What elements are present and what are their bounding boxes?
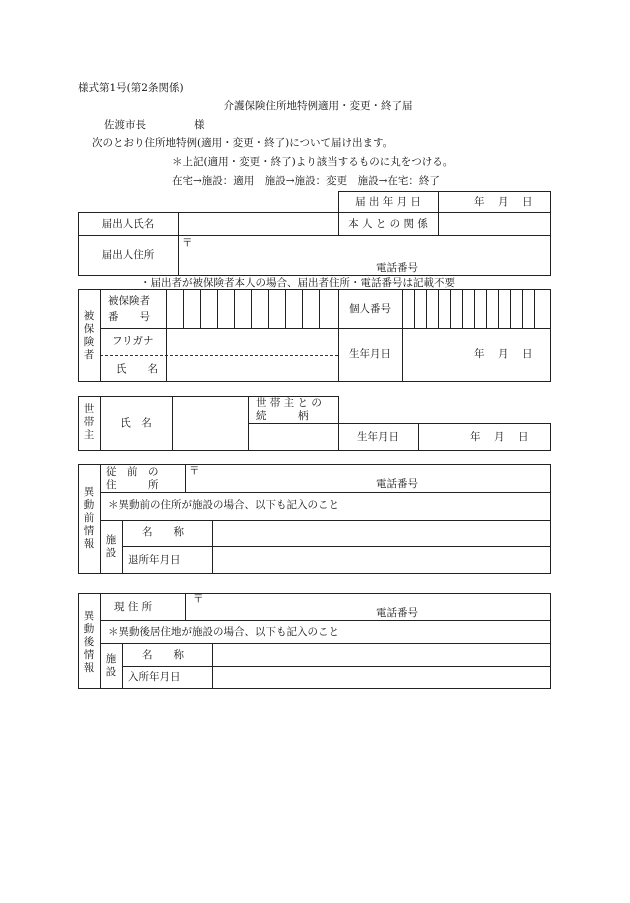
form-title: 介護保険住所地特例適用・変更・終了届 (223, 100, 413, 112)
before-facility-label: 施設 (105, 534, 117, 559)
current-address-field[interactable] (186, 594, 549, 619)
household-name-label: 氏 名 (120, 417, 152, 429)
instruction-text: ＊上記(適用・変更・終了)より該当するものに丸をつける。 (172, 156, 454, 168)
submitter-name-label: 届出人氏名 (101, 218, 155, 230)
submission-month-unit: 月 (498, 196, 509, 208)
household-relation-field[interactable] (249, 424, 337, 449)
household-birth-year-unit: 年 (470, 431, 481, 443)
insured-birth-day-unit: 日 (522, 348, 533, 360)
submission-year-unit: 年 (474, 196, 485, 208)
before-facility-name-label: 名 称 (142, 526, 184, 538)
legend-text: 在宅→施設：適用 施設→施設：変更 施設→在宅：終了 (172, 175, 440, 187)
household-section-label: 世帯主 (83, 403, 95, 441)
furigana-label: フリガナ (112, 335, 154, 347)
household-birth-day-unit: 日 (518, 431, 529, 443)
current-address-label: 現 住 所 (114, 601, 153, 613)
personal-number-label: 個人番号 (349, 303, 391, 315)
submitter-phone-label: 電話番号 (376, 262, 418, 274)
insured-name-label: 氏 名 (116, 363, 158, 375)
submitter-postal-mark: 〒 (182, 237, 193, 249)
insured-birth-year-unit: 年 (474, 348, 485, 360)
after-facility-name-label: 名 称 (142, 649, 184, 661)
household-relation-label-1: 世 帯 主 と の (256, 397, 322, 409)
relation-label: 本 人 と の 関 係 (348, 218, 428, 230)
relation-field[interactable] (439, 213, 549, 235)
personal-number-field[interactable] (403, 290, 549, 327)
leave-date-field[interactable] (213, 547, 549, 572)
insured-name-field[interactable] (167, 356, 337, 380)
furigana-field[interactable] (167, 329, 337, 354)
before-facility-note: ＊異動前の住所が施設の場合、以下も記入のこと (108, 499, 339, 511)
after-facility-note: ＊異動後居住地が施設の場合、以下も記入のこと (108, 626, 339, 638)
addressee-suffix: 様 (194, 119, 205, 131)
leave-date-label: 退所年月日 (128, 554, 181, 566)
submitter-note: ・届出者が被保険者本人の場合、届出者住所・電話番号は記載不要 (140, 277, 455, 289)
submission-date-label: 届 出 年 月 日 (355, 196, 421, 208)
intro-text: 次のとおり住所地特例(適用・変更・終了)について届け出ます。 (92, 137, 394, 149)
previous-phone-label: 電話番号 (376, 478, 418, 490)
insured-section-label: 被保険者 (83, 310, 95, 361)
after-facility-name-field[interactable] (213, 644, 549, 665)
submitter-address-label: 届出人住所 (101, 249, 155, 261)
current-phone-label: 電話番号 (376, 607, 418, 619)
household-birth-month-unit: 月 (494, 431, 505, 443)
before-move-section-label: 異動前情報 (83, 486, 95, 550)
before-facility-name-field[interactable] (213, 521, 549, 545)
household-relation-label-2: 続 柄 (256, 410, 309, 422)
insured-number-label-2: 番 号 (108, 311, 150, 323)
after-facility-label: 施設 (105, 653, 117, 678)
insured-number-field[interactable] (167, 290, 337, 327)
addressee-prefix: 佐渡市長 (104, 119, 146, 131)
insured-number-label-1: 被保険者 (108, 295, 150, 307)
household-name-field[interactable] (173, 397, 247, 449)
previous-address-field[interactable] (186, 465, 549, 491)
insured-birth-label: 生年月日 (349, 348, 391, 360)
insured-birth-month-unit: 月 (498, 348, 509, 360)
submission-day-unit: 日 (522, 196, 533, 208)
submitter-address-field[interactable] (179, 236, 549, 275)
previous-address-label-2: 住 所 (106, 479, 159, 491)
submitter-name-field[interactable] (179, 213, 337, 235)
form-number: 様式第1号(第2条関係) (78, 82, 184, 94)
household-birth-label: 生年月日 (357, 431, 399, 443)
after-move-section-label: 異動後情報 (83, 610, 95, 674)
entry-date-field[interactable] (213, 667, 549, 687)
previous-postal-mark: 〒 (189, 465, 200, 477)
entry-date-label: 入所年月日 (128, 671, 181, 683)
current-postal-mark: 〒 (193, 593, 204, 605)
previous-address-label-1: 従 前 の (106, 466, 159, 478)
